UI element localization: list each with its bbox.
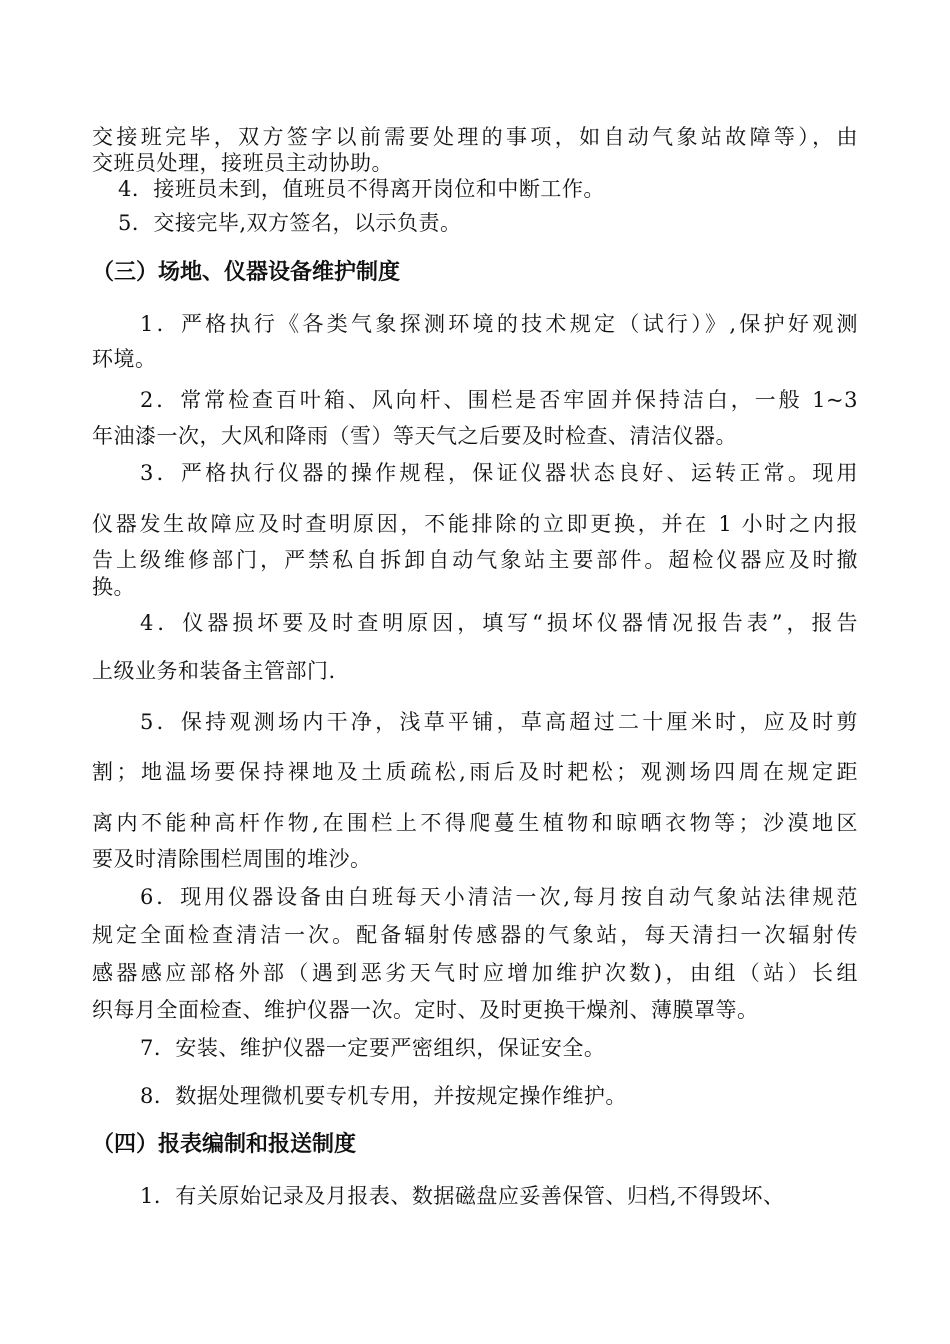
section-heading: （三）场地、仪器设备维护制度 (92, 260, 401, 285)
paragraph-line: 仪器发生故障应及时查明原因，不能排除的立即更换，并在 1 小时之内报 (92, 512, 858, 536)
list-item: 1．严格执行《各类气象探测环境的技术规定（试行）》,保护好观测 (140, 312, 858, 336)
list-item: 5．交接完毕,双方签名，以示负责。 (118, 211, 462, 235)
paragraph-line: 感器感应部格外部（遇到恶劣天气时应增加维护次数)，由组（站）长组 (92, 961, 858, 985)
list-item: 3．严格执行仪器的操作规程，保证仪器状态良好、运转正常。现用 (140, 461, 858, 485)
list-item: 2．常常检查百叶箱、风向杆、围栏是否牢固并保持洁白，一般 1~3 (140, 388, 858, 412)
list-item: 7．安装、维护仪器一定要严密组织，保证安全。 (140, 1036, 606, 1060)
paragraph-line: 织每月全面检查、维护仪器一次。定时、及时更换干燥剂、薄膜罩等。 (92, 998, 759, 1022)
paragraph-line: 交接班完毕，双方签字以前需要处理的事项，如自动气象站故障等），由 (92, 125, 858, 149)
list-item: 4．接班员未到，值班员不得离开岗位和中断工作。 (118, 177, 605, 201)
list-item: 8．数据处理微机要专机专用，并按规定操作维护。 (140, 1084, 627, 1108)
paragraph-line: 规定全面检查清洁一次。配备辐射传感器的气象站，每天清扫一次辐射传 (92, 923, 858, 947)
paragraph-line: 割；地温场要保持裸地及土质疏松,雨后及时耙松；观测场四周在规定距 (92, 760, 858, 784)
list-item: 6．现用仪器设备由白班每天小清洁一次,每月按自动气象站法律规范 (140, 885, 858, 909)
list-item: 4．仪器损坏要及时查明原因，填写“损坏仪器情况报告表”，报告 (140, 611, 858, 635)
paragraph-line: 换。 (92, 575, 135, 599)
paragraph-line: 要及时清除围栏周围的堆沙。 (92, 847, 372, 871)
list-item: 5．保持观测场内干净，浅草平铺，草高超过二十厘米时，应及时剪 (140, 710, 858, 734)
paragraph-line: 年油漆一次，大风和降雨（雪）等天气之后要及时检查、清洁仪器。 (92, 424, 737, 448)
list-item: 1．有关原始记录及月报表、数据磁盘应妥善保管、归档,不得毁坏、 (140, 1184, 785, 1208)
paragraph-line: 环境。 (92, 347, 157, 371)
paragraph-line: 交班员处理，接班员主动协助。 (92, 151, 393, 175)
paragraph-line: 上级业务和装备主管部门. (92, 659, 336, 683)
paragraph-line: 告上级维修部门，严禁私自拆卸自动气象站主要部件。超检仪器应及时撤 (92, 548, 858, 572)
section-heading: （四）报表编制和报送制度 (92, 1132, 357, 1157)
paragraph-line: 离内不能种高杆作物,在围栏上不得爬蔓生植物和晾晒衣物等；沙漠地区 (92, 811, 858, 835)
